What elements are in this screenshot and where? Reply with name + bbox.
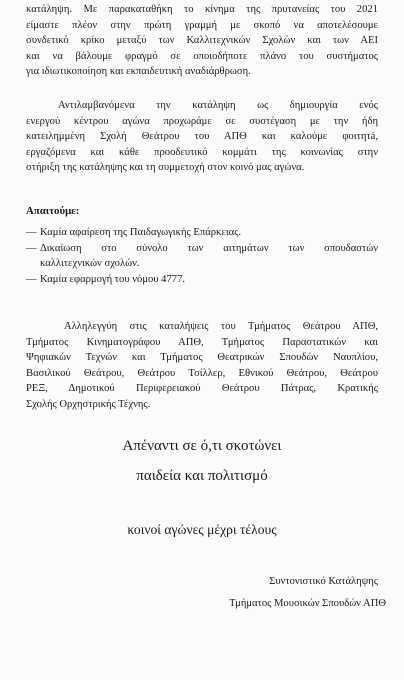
text-line: εργαζόμενα και κάθε προοδευτικό κομμάτι της κοινωνίας στην xyxy=(26,146,378,158)
text-line: Ψηφιακών Τεχνών και Τμήματος Θεατρικών Σπουδών Ναυπλίου, xyxy=(26,352,378,364)
dash-bullet: — xyxy=(26,227,37,238)
text-line: κατάληψη. Με παρακαταθήκη το κίνημα της πρυτανείας του 2021 xyxy=(26,4,378,15)
text-line: Δικαίωση στο σύνολο των αιτημάτων των σπουδαστών xyxy=(40,242,378,254)
text-line: Βασιλικού Θεάτρου, Θεάτρου Τσίλλερ, Εθνικού Θεάτρου, Θεάτρου xyxy=(26,367,378,379)
dash-bullet: — xyxy=(26,273,37,285)
text-line: Σχολής Ορχηστρικής Τέχνης. xyxy=(26,398,151,410)
demand-item xyxy=(26,272,378,288)
text-line: για ιδιωτικοποίηση και εκπαιδευτική αναδιάρθρωση. xyxy=(26,66,251,78)
text-line: συνδετικό κρίκο μεταξύ των Καλλιτεχνικών Σχολών και των ΑΕΙ xyxy=(26,35,378,47)
signature-line: Συντονιστικό Κατάληψης xyxy=(269,576,378,587)
paragraph-occupation-context xyxy=(26,2,378,80)
text-line: Καμία αφαίρεση της Παιδαγωγικής Επάρκειας. xyxy=(40,227,242,238)
text-line: Τμήματος Κινηματογράφου ΑΠΘ, Τμήματος Παραστατικών και xyxy=(26,336,378,348)
text-line: ενεργού κέντρου αγώνα προχωράμε σε συστέγαση με την ήδη xyxy=(26,115,378,127)
text-line: κατειλημμένη Σχολή Θεάτρου του ΑΠΘ και καλούμε φοιτητá, xyxy=(26,131,378,143)
slogan-line: κοινοί αγώνες μέχρι τέλους xyxy=(127,522,277,537)
paragraph-call-to-support xyxy=(26,98,378,176)
text-line: καλλιτεχνικών σχολών. xyxy=(40,258,140,270)
signature-line: Τμήματος Μουσικών Σπουδών ΑΠΘ xyxy=(229,598,386,609)
dash-bullet: — xyxy=(26,242,37,254)
slogan-line: Απέναντι σε ό,τι σκοτώνει xyxy=(122,438,282,454)
demand-item xyxy=(26,241,378,272)
text-line: στήριξη της κατάληψης και τη συμμετοχή στον κοινό μας αγώνα. xyxy=(26,162,305,174)
text-line: Καμία εφαρμογή του νόμου 4777. xyxy=(40,273,186,285)
text-line: Αλληλεγγύη στις καταλήψεις του Τμήματος Θεάτρου ΑΠΘ, xyxy=(64,321,378,332)
demand-item xyxy=(26,225,378,241)
text-line: ΡΕΞ, Δημοτικού Περιφερειακού Θεάτρου Πάτρας, Κρατικής xyxy=(26,383,378,395)
text-line: και να βάλουμε φραγμό σε οποιοδήποτε πλάνο του συστήματος xyxy=(26,50,378,62)
text-line: είμαστε πλέον στην πρώτη γραμμή με σκοπό να αποτελέσουμε xyxy=(26,19,378,31)
demands-heading: Απαιτούμε: xyxy=(26,205,80,217)
paragraph-solidarity xyxy=(26,319,378,413)
slogan-line: παιδεία και πολιτισμό xyxy=(136,468,268,484)
text-line: Αντιλαμβανόμενα την κατάληψη ως δημιουργία ενός xyxy=(58,100,378,111)
demands-list xyxy=(26,225,378,287)
